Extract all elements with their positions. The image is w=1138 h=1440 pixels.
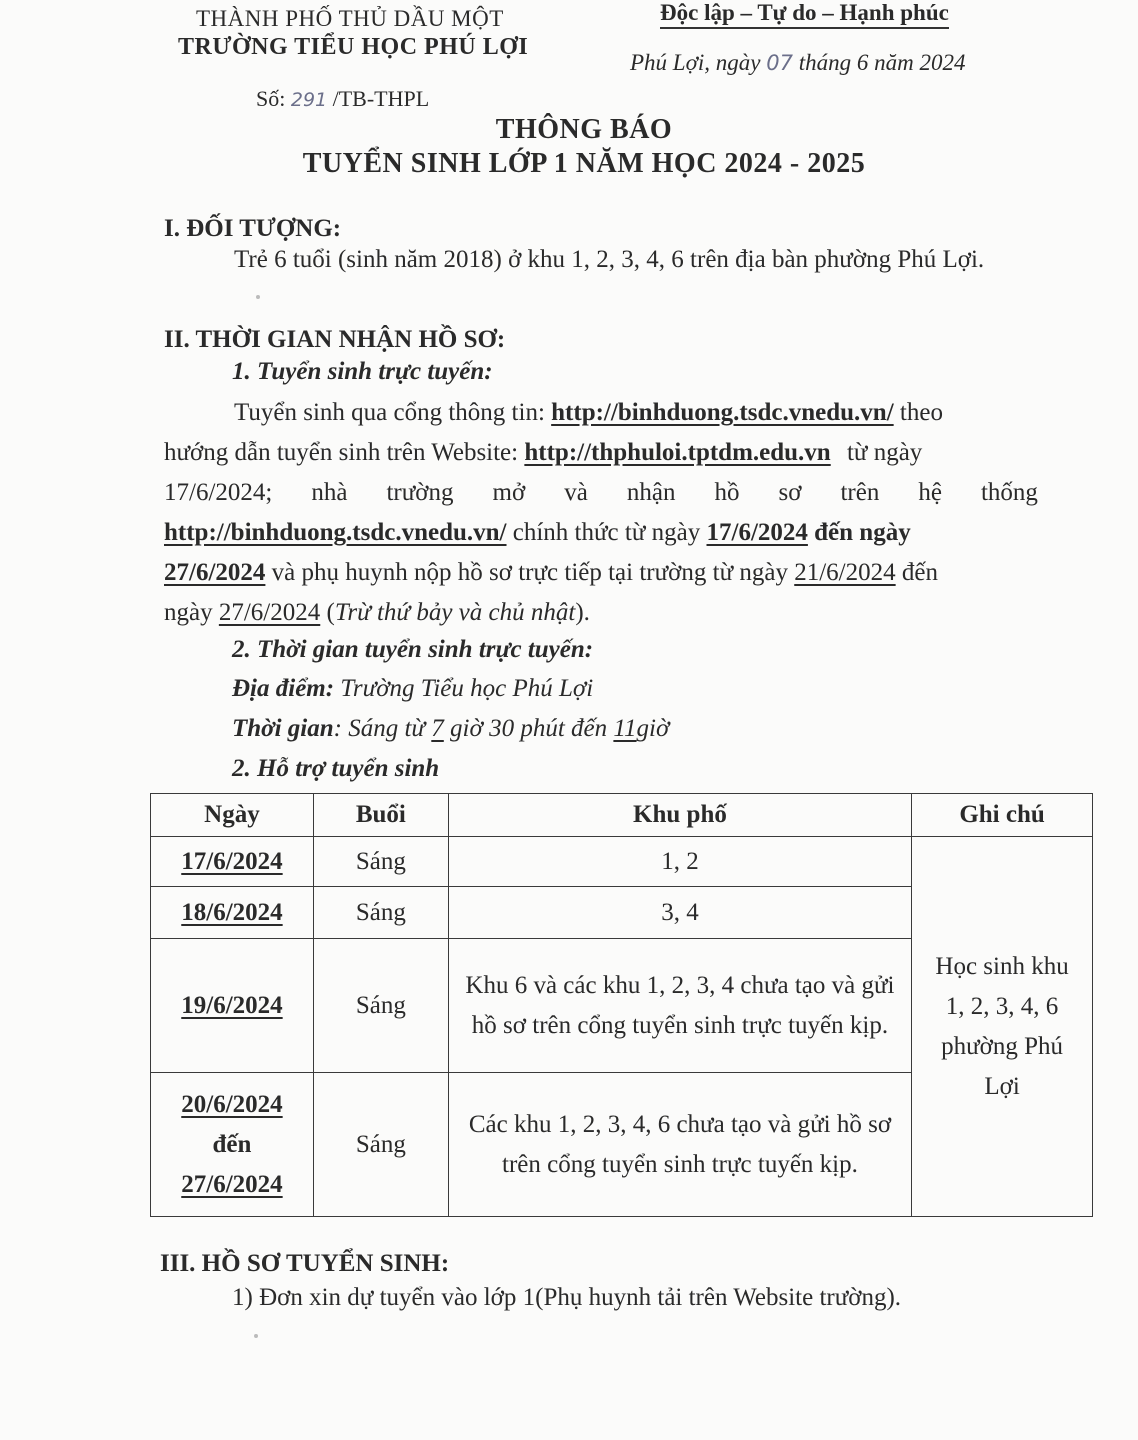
table-row: 17/6/2024 Sáng 1, 2 Học sinh khu 1, 2, 3, 4, 6 phường Phú Lợi [151,837,1093,887]
document-number-handwritten: 291 [290,89,328,111]
speck [254,1334,258,1338]
table-header-row [151,794,1093,837]
link-school-website[interactable]: http://thphuloi.tptdm.edu.vn [524,439,831,466]
section-2-paragraph: Tuyển sinh qua cổng thông tin: http://binhduong.tsdc.vnedu.vn/ theo hướng dẫn tuyển sinh trên Website: http://thphuloi.tptdm.edu.vn từ ngày 17/6/2024; nhà trường mở và nhận hồ sơ trên hệ thống http://binhduong.tsdc.vnedu.vn/ chính thức từ ngày 17/6/2024 đến ngày 27/6/2024 và phụ huynh nộp hồ sơ trực tiếp tại trường từ ngày 21/6/2024 đến ngày 27/6/2024 (Trừ thứ bảy và chủ nhật). [164,399,1038,626]
link-binhduong-1[interactable]: http://binhduong.tsdc.vnedu.vn/ [551,399,894,426]
header-city: THÀNH PHỐ THỦ DẦU MỘT [196,6,504,31]
support-schedule-table [150,793,1093,1217]
table-row: 18/6/2024 Sáng 3, 4 [151,887,1093,939]
table-header-area: Khu phố [448,794,911,837]
header-motto: Độc lập – Tự do – Hạnh phúc [660,0,949,29]
date-handwritten: 07 [766,51,793,75]
table-header-note: Ghi chú [912,794,1093,837]
section-3-heading: III. HỒ SƠ TUYỂN SINH: [160,1250,450,1277]
justified-line: 17/6/2024; nhà trường mở và nhận hồ sơ trên hệ thống [164,479,1038,506]
location-line: Địa điểm: Trường Tiểu học Phú Lợi [232,675,594,702]
header-school: TRƯỜNG TIỂU HỌC PHÚ LỢI [178,34,529,60]
section-2-sub-3: 2. Hỗ trợ tuyển sinh [232,755,440,782]
section-2-sub-2: 2. Thời gian tuyển sinh trực tuyến: [232,636,594,663]
section-2-sub-1: 1. Tuyển sinh trực tuyến: [232,358,493,385]
table-header-date: Ngày [151,794,314,837]
link-binhduong-2[interactable]: http://binhduong.tsdc.vnedu.vn/ [164,519,507,546]
section-1-heading: I. ĐỐI TƯỢNG: [164,215,342,242]
table-row: 19/6/2024 Sáng Khu 6 và các khu 1, 2, 3, 4 chưa tạo và gửi hồ sơ trên cổng tuyển sinh trực tuyến kịp. [151,939,1093,1073]
section-3-item-1: 1) Đơn xin dự tuyển vào lớp 1(Phụ huynh tải trên Website trường). [232,1284,902,1311]
speck [256,295,260,299]
table-header-session: Buổi [313,794,448,837]
document-number: Số: 291 /TB-THPL [256,86,430,111]
table-row: 20/6/2024 đến 27/6/2024 Sáng Các khu 1, 2, 3, 4, 6 chưa tạo và gửi hồ sơ trên cổng tuyển sinh trực tuyến kịp. [151,1073,1093,1217]
document-subtitle: TUYỂN SINH LỚP 1 NĂM HỌC 2024 - 2025 [302,148,866,179]
document-title: THÔNG BÁO [495,114,673,145]
header-date: Phú Lợi, ngày 07 tháng 6 năm 2024 [630,50,966,75]
table-note-cell: Học sinh khu 1, 2, 3, 4, 6 phường Phú Lợi [912,837,1093,1217]
time-line: Thời gian: Sáng từ 7 giờ 30 phút đến 11giờ [232,715,670,742]
section-2-heading: II. THỜI GIAN NHẬN HỒ SƠ: [164,326,506,353]
section-1-text: Trẻ 6 tuổi (sinh năm 2018) ở khu 1, 2, 3, 4, 6 trên địa bàn phường Phú Lợi. [234,246,985,273]
